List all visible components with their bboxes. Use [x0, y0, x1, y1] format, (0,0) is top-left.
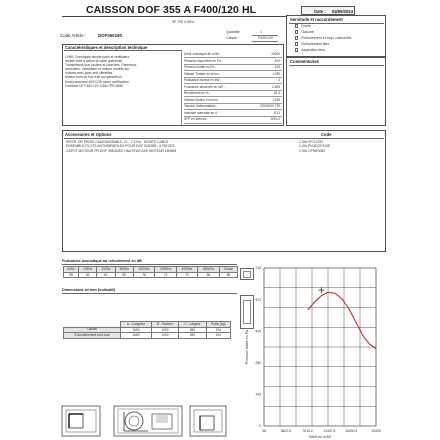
- chart-x-tick-label: 38: [262, 429, 266, 433]
- spec-label: Pression totale en Pa :: [184, 65, 217, 70]
- checkbox-icon[interactable]: [295, 36, 298, 39]
- accessory-name: INTER. DE PROXI CADENASSABLE 1V - 7.5 Kw - MONTE CABLE: [66, 140, 169, 144]
- spec-value: 63.4: [273, 91, 280, 96]
- chart-x-tick-label: 19493: [371, 429, 381, 433]
- accessory-name: ENSEMBLE PLOTS ANTIVIBRATILES POUR DOF 315/355 - 6 PIECES: [66, 144, 175, 149]
- chart-x-axis-label: Débit en m3/h: [308, 435, 332, 439]
- chart-grid: [264, 268, 376, 426]
- dimensions-column-header: B - Hauteur: [151, 322, 179, 328]
- accessory-code: 1.00x IPC10751: [299, 140, 324, 144]
- spec-value: 615: [274, 65, 280, 70]
- checkbox-icon[interactable]: [295, 30, 298, 33]
- chart-y-tick-label: 429: [255, 329, 261, 334]
- description-line: amovibles. Ventilateur et moteur montés sur: [65, 67, 130, 72]
- servitude-option[interactable]: [295, 36, 352, 40]
- spec-label: Vitesse Moteur en tr/mn :: [184, 97, 220, 102]
- chart-y-tick-label: 0: [259, 424, 261, 429]
- acoustic-heading: Puissance acoustique au refoulement en dB: [62, 259, 142, 263]
- class-value: F400/120: [258, 36, 274, 40]
- chart-x-tick-label: 7615.2: [302, 429, 313, 433]
- acoustic-band: 125Hz: [79, 267, 97, 273]
- spec-label: Puissance absorbée en kW :: [184, 84, 225, 89]
- accessory-code: 1.00x CPM10060: [299, 148, 326, 153]
- accessories-heading: Accessoires et Options: [65, 132, 112, 137]
- performance-chart: [240, 262, 440, 440]
- servitude-panel: [286, 15, 386, 57]
- checkbox-icon[interactable]: [295, 24, 298, 27]
- chart-x-tick-label: 15200.4: [345, 429, 358, 433]
- chart-y-tick-label: 572: [255, 297, 261, 302]
- description-line: Certificat CE F400-120 1166-CPR-0066: [65, 83, 124, 88]
- technical-drawings: [60, 404, 260, 438]
- acoustic-band: 4000Hz: [176, 267, 197, 273]
- date-label: Date :: [314, 8, 326, 14]
- acoustic-value: 82: [79, 272, 97, 278]
- drawing-top-view: [190, 406, 226, 436]
- description-line: Moteur hors du flux d'air qui garantit un: [65, 75, 123, 80]
- dimensions-column-header: A - Longueur: [121, 322, 152, 328]
- spec-label: Vitesse Turbine en tr/mn :: [184, 71, 221, 76]
- spec-row-rule: [184, 123, 282, 124]
- acoustic-value: 81: [97, 272, 115, 278]
- characteristics-heading: Caractéristiques et description technique: [65, 45, 148, 50]
- dimensions-heading: Dimensions en mm (indicatif): [62, 288, 115, 292]
- code-heading: Code: [321, 132, 332, 137]
- servitude-underline: [289, 23, 384, 24]
- spec-value: 4: [278, 78, 280, 83]
- product-subtitle: 4P TRI 4.0Kw: [172, 20, 195, 24]
- servitude-option-label: Aspiration libre: [301, 48, 326, 52]
- product-title: CAISSON DOF 355 A F400/120 HL: [86, 4, 257, 16]
- servitude-option[interactable]: [295, 42, 330, 46]
- checkbox-icon[interactable]: [295, 42, 298, 45]
- dimensions-cell: 1000: [151, 327, 179, 333]
- dimensions-cell: 1650: [121, 333, 152, 339]
- spec-divider: [181, 51, 182, 125]
- spec-value: 230/400V TRI: [260, 104, 280, 109]
- dimensions-cell: 950: [179, 333, 206, 339]
- spec-value: 400: [274, 58, 280, 63]
- description-line: châssis avec plots anti-vibratiles.: [65, 71, 114, 76]
- acoustic-band: 250Hz: [97, 267, 115, 273]
- servitude-option-label: Gauche: [301, 30, 314, 34]
- spec-label: Débit volumique en m3/h :: [184, 52, 222, 56]
- servitude-option[interactable]: [295, 30, 314, 34]
- acoustic-band: 63Hz: [64, 267, 79, 273]
- article-code-value: DOF350190: [98, 33, 122, 38]
- spec-value: 2.695: [272, 84, 280, 89]
- spec-table: [184, 51, 282, 123]
- spec-value: 1099: [272, 71, 280, 76]
- class-underline: [252, 41, 278, 42]
- article-code-label: Code Article :: [60, 33, 87, 38]
- title-underline: [62, 16, 287, 17]
- accessory-name: CAPOT MOTEUR PR DOF 355 AVEC HAUTEUR AXE MOTEUR 160MM: [66, 148, 177, 153]
- acoustic-value: 80: [115, 272, 133, 278]
- servitude-heading: Servitude et raccordement: [290, 17, 343, 22]
- chart-y-tick-label: 286: [255, 361, 261, 365]
- chart-x-tick-label: 11407.8: [323, 429, 336, 433]
- class-label: Classe :: [226, 36, 239, 40]
- dimensions-cell: 1000: [151, 333, 179, 339]
- dimensions-column-header: C - Largeur: [179, 322, 206, 328]
- servitude-option[interactable]: [295, 24, 311, 28]
- date-value: 04/09/2024: [332, 8, 353, 14]
- spec-value: 1425: [272, 97, 280, 102]
- comments-underline: [289, 65, 384, 66]
- chart-y-axis-label: Pression totale en Pa: [245, 329, 249, 365]
- description-line: double ouïe à action en acier galvanisé.: [65, 59, 124, 64]
- description-line: Transmission par poulies et courroies. Panneaux: [65, 63, 137, 68]
- acoustic-band: Global: [219, 267, 237, 273]
- comments-heading: Commentaires: [290, 59, 320, 64]
- acoustic-band: 500Hz: [115, 267, 133, 273]
- accessory-code: 1.00x PLODOF3135: [299, 144, 330, 149]
- description-line: fonctionnement 400°C/2h selon certification.: [65, 79, 130, 84]
- description-text: [65, 55, 179, 88]
- dimensions-column-header: Poids (kg): [206, 322, 230, 328]
- spec-label: Intensité nominale en A :: [184, 110, 219, 115]
- comments-panel: [286, 57, 386, 126]
- quantity-label: Quantité :: [226, 30, 242, 34]
- acoustic-value: 74: [155, 272, 176, 278]
- spec-label: Puissance moteur en kW :: [184, 78, 222, 83]
- dimensions-row-label: Caisse: [64, 327, 121, 333]
- spec-label: Pression disponible en Pa :: [184, 58, 223, 63]
- date-box: [301, 6, 355, 15]
- acoustic-value: 66: [198, 272, 219, 278]
- chart-y-tick-label: 143: [255, 392, 261, 397]
- description-line: LVNR. Enveloppe simple paroi et ventilateur: [65, 55, 130, 59]
- spec-label: Tension d'alimentation :: [184, 104, 218, 109]
- dimensions-cell: 194: [206, 333, 230, 339]
- acoustic-band: 1000Hz: [133, 267, 154, 273]
- acoustic-value: 70: [176, 272, 197, 278]
- acoustic-table: [63, 266, 238, 278]
- drawing-side-view: [62, 406, 100, 436]
- dimensions-table: [63, 321, 231, 339]
- servitude-option-label: Refoulement et Aspi. raccordée: [301, 36, 352, 40]
- characteristics-heading-underline: [64, 50, 182, 51]
- chart-y-tick-label: 715: [255, 266, 261, 271]
- dimensions-underline: [62, 293, 237, 294]
- spec-value: 1042.2: [270, 117, 280, 122]
- acoustic-value: 88: [219, 272, 237, 278]
- servitude-option-label: Droite: [301, 24, 311, 28]
- servitude-option[interactable]: [295, 48, 325, 52]
- dimensions-cell: 1650: [121, 327, 152, 333]
- checkbox-icon[interactable]: [295, 48, 298, 51]
- dimensions-row-label: Encombrement hors tout: [64, 333, 121, 339]
- acoustic-underline: [62, 264, 237, 265]
- qty-underline: [252, 35, 278, 36]
- accessories-panel: [62, 130, 386, 252]
- acoustic-band: 8000Hz: [198, 267, 219, 273]
- spec-value: 8.11: [274, 110, 280, 115]
- chart-y-ticks: [255, 266, 261, 428]
- acoustic-value: 76: [133, 272, 154, 278]
- accessories-underline: [64, 138, 384, 139]
- dimensions-cell: 950: [179, 327, 206, 333]
- characteristics-panel: [62, 44, 284, 126]
- spec-value: 10000: [271, 52, 280, 56]
- spec-label: Rendement en % :: [184, 91, 211, 96]
- acoustic-band: 2000Hz: [155, 267, 176, 273]
- spec-label: SFP en W/m3/s :: [184, 117, 209, 122]
- dimensions-cell: 194: [206, 327, 230, 333]
- chart-x-ticks: [262, 429, 381, 433]
- acoustic-values-row: [64, 272, 238, 278]
- acoustic-value: 85: [64, 272, 79, 278]
- chart-x-tick-label: 3822.6: [280, 429, 291, 433]
- drawing-front-view: [114, 406, 182, 436]
- servitude-option-label: Refoulement libre: [301, 42, 330, 46]
- quantity-value: 1: [260, 30, 262, 34]
- dimensions-row: [64, 333, 231, 339]
